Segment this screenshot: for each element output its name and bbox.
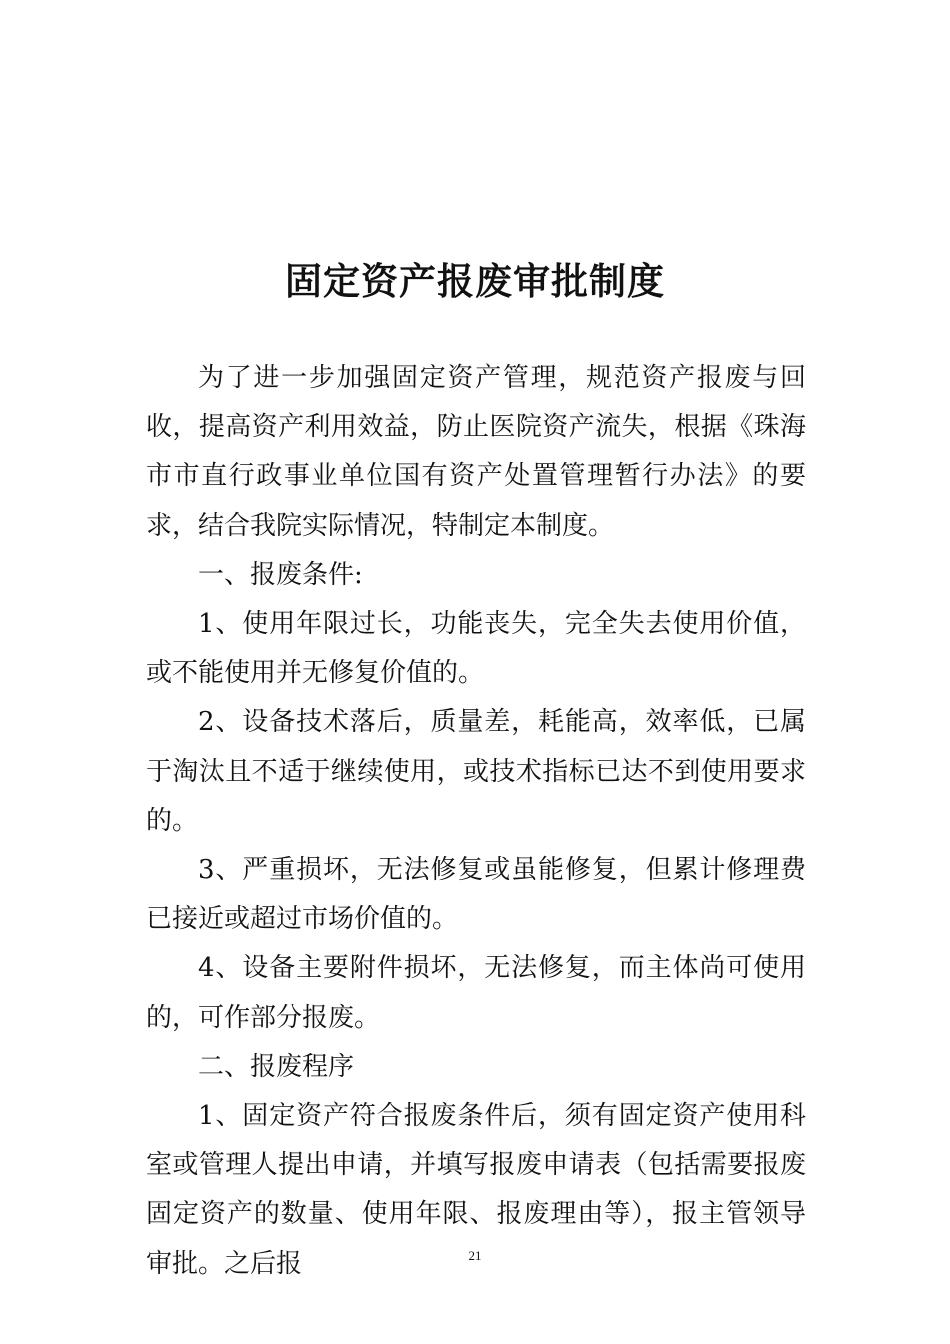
section-heading-conditions: 一、报废条件: xyxy=(198,559,363,590)
document-body xyxy=(146,354,806,1289)
paragraph-condition-1: 1、使用年限过长，功能丧失，完全失去使用价值，或不能使用并无修复价值的。 xyxy=(146,609,806,689)
paragraph-intro: 为了进一步加强固定资产管理，规范资产报废与回收，提高资产利用效益，防止医院资产流失，根据《珠海市市直行政事业单位国有资产处置管理暂行办法》的要求，结合我院实际情况，特制定本制度。 xyxy=(146,363,806,541)
paragraph-condition-2: 2、设备技术落后，质量差，耗能高，效率低，已属于淘汰且不适于继续使用，或技术指标已达不到使用要求的。 xyxy=(146,707,806,836)
document-title: 固定资产报废审批制度 xyxy=(285,259,665,303)
paragraph-condition-3: 3、严重损坏，无法修复或虽能修复，但累计修理费已接近或超过市场价值的。 xyxy=(146,855,806,935)
page-number: 21 xyxy=(468,1248,482,1263)
section-heading-procedure: 二、报废程序 xyxy=(198,1051,355,1082)
paragraph-procedure-1: 1、固定资产符合报废条件后，须有固定资产使用科室或管理人提出申请，并填写报废申请表（包括需要报废固定资产的数量、使用年限、报废理由等），报主管领导审批。之后报 xyxy=(146,1101,806,1279)
paragraph-condition-4: 4、设备主要附件损坏，无法修复，而主体尚可使用的，可作部分报废。 xyxy=(146,953,806,1033)
